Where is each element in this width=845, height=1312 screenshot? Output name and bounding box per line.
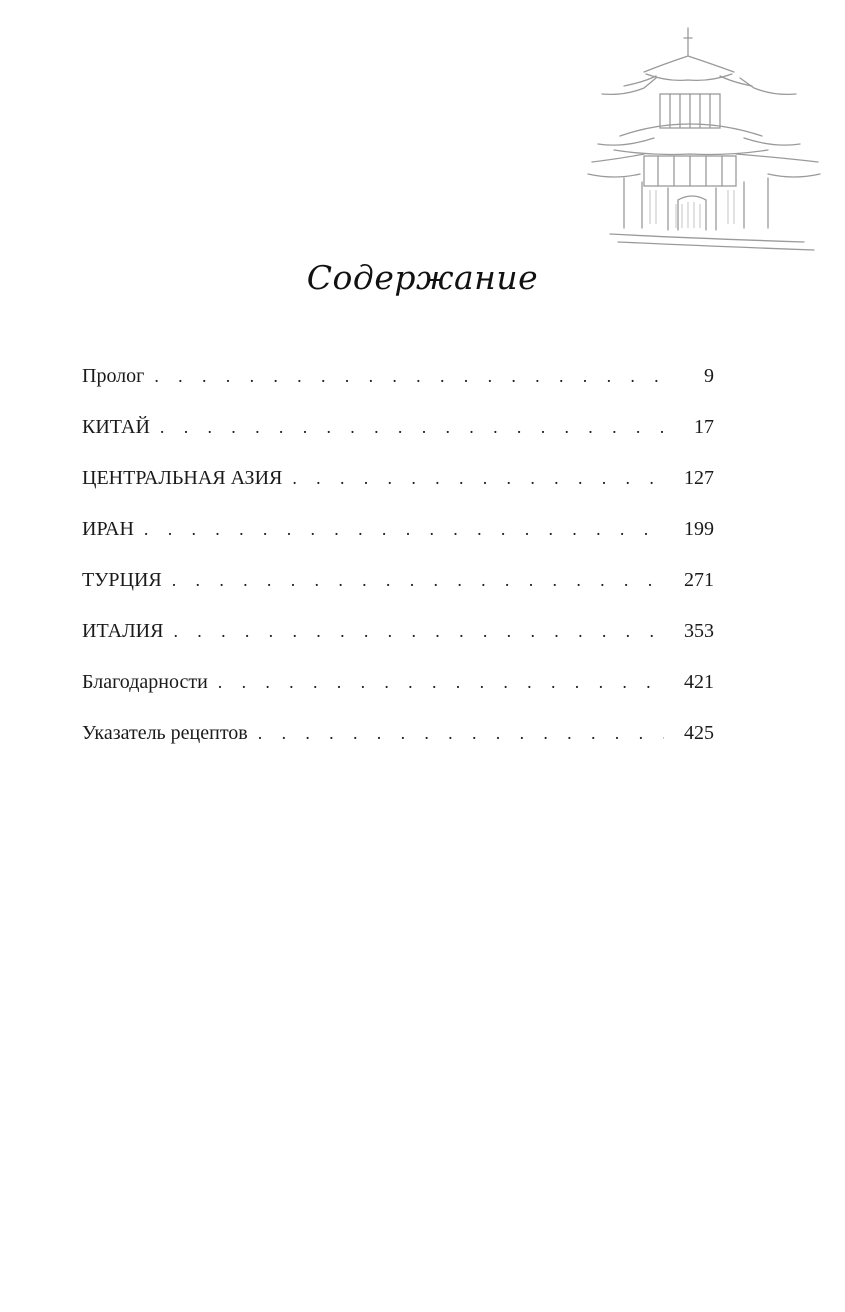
toc-entry-label: Пролог bbox=[82, 365, 145, 387]
dot-leader bbox=[172, 564, 664, 596]
toc-entry[interactable] bbox=[82, 564, 714, 615]
table-of-contents bbox=[82, 360, 714, 768]
toc-entry[interactable] bbox=[82, 717, 714, 768]
toc-entry[interactable] bbox=[82, 666, 714, 717]
toc-entry[interactable] bbox=[82, 360, 714, 411]
toc-entry-page: 421 bbox=[684, 671, 714, 693]
dot-leader bbox=[144, 513, 664, 545]
pagoda-illustration bbox=[584, 24, 826, 254]
dot-leader bbox=[258, 717, 664, 749]
toc-entry-page: 127 bbox=[684, 467, 714, 489]
toc-entry-label: ТУРЦИЯ bbox=[82, 569, 162, 591]
toc-entry-page: 425 bbox=[684, 722, 714, 744]
toc-entry[interactable] bbox=[82, 615, 714, 666]
toc-entry-page: 271 bbox=[684, 569, 714, 591]
dot-leader bbox=[154, 360, 664, 392]
toc-entry-page: 199 bbox=[684, 518, 714, 540]
toc-entry-label: КИТАЙ bbox=[82, 416, 150, 438]
page-title: Содержание bbox=[306, 258, 539, 297]
toc-entry-page: 353 bbox=[684, 620, 714, 642]
dot-leader bbox=[292, 462, 664, 494]
toc-entry-label: Указатель рецептов bbox=[82, 722, 248, 744]
toc-entry-page: 17 bbox=[694, 416, 714, 438]
toc-entry-label: ЦЕНТРАЛЬНАЯ АЗИЯ bbox=[82, 467, 283, 489]
dot-leader bbox=[160, 411, 664, 443]
dot-leader bbox=[173, 615, 664, 647]
dot-leader bbox=[218, 666, 664, 698]
toc-entry[interactable] bbox=[82, 411, 714, 462]
toc-entry-label: ИРАН bbox=[82, 518, 134, 540]
toc-entry[interactable] bbox=[82, 513, 714, 564]
toc-entry-page: 9 bbox=[704, 365, 714, 387]
toc-entry[interactable] bbox=[82, 462, 714, 513]
toc-entry-label: ИТАЛИЯ bbox=[82, 620, 164, 642]
toc-entry-label: Благодарности bbox=[82, 671, 208, 693]
